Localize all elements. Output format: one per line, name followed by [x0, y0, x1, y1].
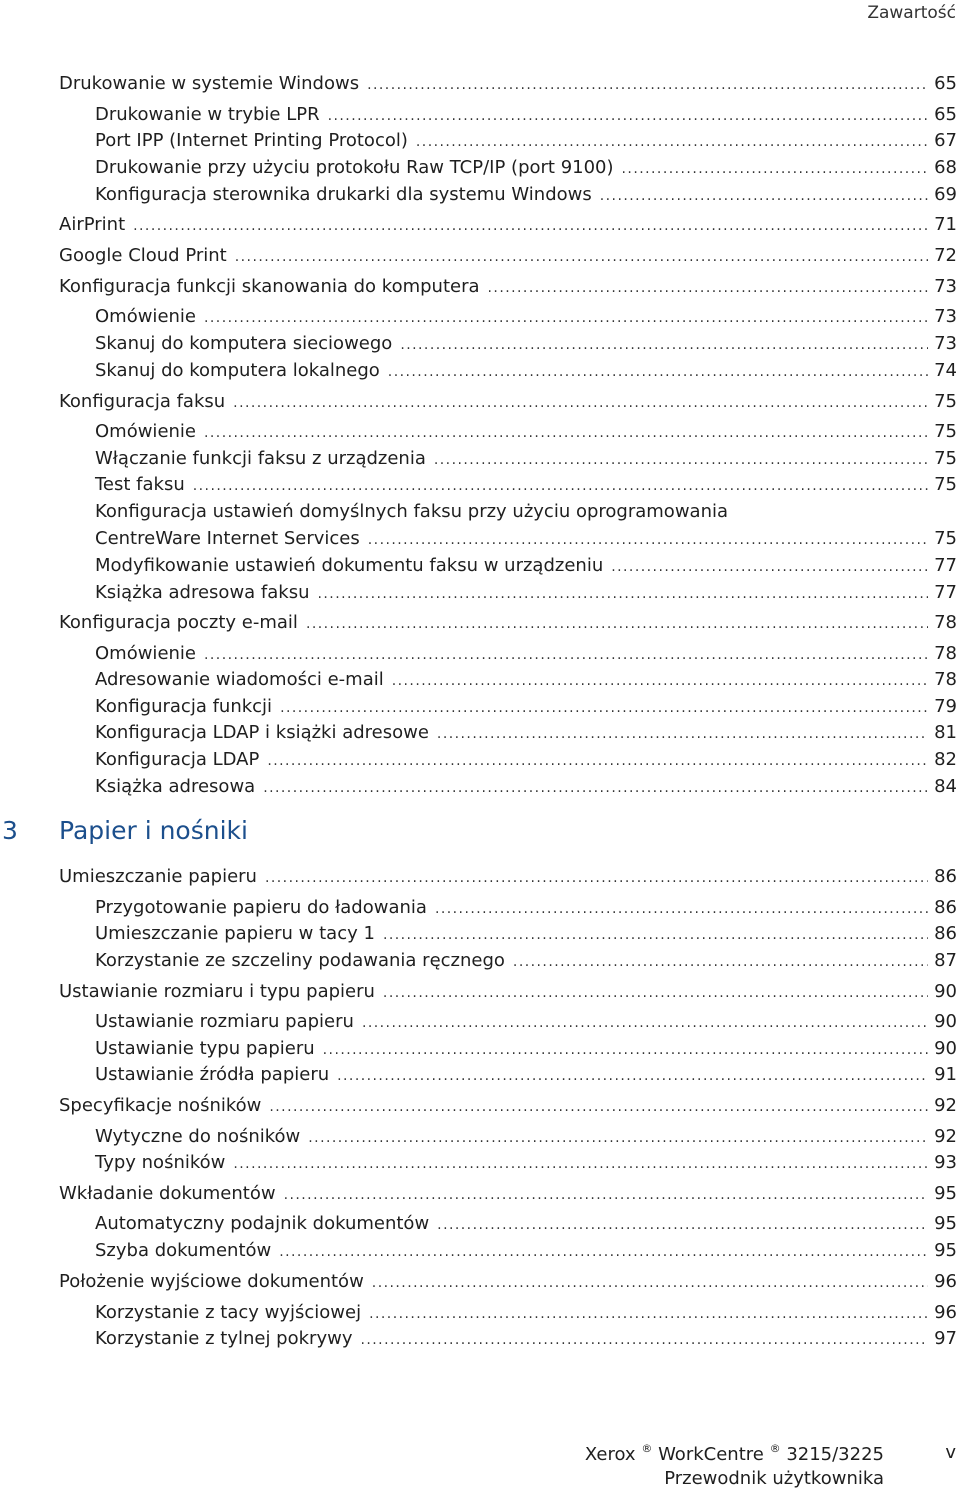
toc-entry-title: Książka adresowa faksu — [95, 582, 310, 603]
toc-entry[interactable] — [0, 390, 957, 414]
toc-entry-page: 73 — [934, 333, 957, 354]
footer-brand: Xerox — [584, 1444, 636, 1465]
toc-entry[interactable] — [0, 865, 957, 889]
toc-entry-page: 93 — [934, 1152, 957, 1173]
dot-leader — [362, 1011, 928, 1035]
toc-entry-title: Skanuj do komputera lokalnego — [95, 360, 380, 381]
toc-entry-title: Ustawianie rozmiaru papieru — [95, 1011, 354, 1032]
toc-entry-page: 73 — [934, 306, 957, 327]
dot-leader — [400, 333, 928, 357]
toc-entry-page: 86 — [934, 866, 957, 887]
toc-entry-page: 78 — [934, 669, 957, 690]
toc-entry[interactable] — [0, 1301, 957, 1325]
footer-page-number: v — [945, 1442, 956, 1463]
toc-entry-title: Umieszczanie papieru w tacy 1 — [95, 923, 375, 944]
toc-entry[interactable] — [0, 642, 957, 666]
toc-entry[interactable] — [0, 1239, 957, 1263]
toc-entry[interactable] — [0, 668, 957, 692]
toc-entry[interactable] — [0, 213, 957, 237]
toc-entry-title: Położenie wyjściowe dokumentów — [59, 1271, 364, 1292]
toc-entry[interactable] — [0, 244, 957, 268]
toc-entry[interactable] — [0, 359, 957, 383]
toc-entry[interactable] — [0, 980, 957, 1004]
toc-entry-title: Omówienie — [95, 306, 196, 327]
dot-leader — [328, 104, 929, 128]
dot-leader — [369, 1302, 928, 1326]
toc-entry[interactable] — [0, 554, 957, 578]
toc-entry[interactable] — [0, 1327, 957, 1351]
toc-entry-page: 96 — [934, 1302, 957, 1323]
toc-entry-page: 75 — [934, 528, 957, 549]
toc-entry[interactable] — [0, 1270, 957, 1294]
toc-entry-title: Google Cloud Print — [59, 245, 227, 266]
toc-entry[interactable] — [0, 305, 957, 329]
dot-leader — [367, 73, 928, 97]
dot-leader — [204, 421, 928, 445]
footer-model: 3215/3225 — [786, 1444, 884, 1465]
dot-leader — [267, 749, 928, 773]
dot-leader — [622, 157, 929, 181]
toc-entry-page: 75 — [934, 421, 957, 442]
dot-leader — [133, 214, 928, 238]
toc-entry-title: Konfiguracja funkcji skanowania do komputera — [59, 276, 480, 297]
toc-entry-page: 95 — [934, 1183, 957, 1204]
toc-entry-title: Typy nośników — [95, 1152, 226, 1173]
toc-entry-title: Omówienie — [95, 421, 196, 442]
toc-entry[interactable] — [0, 1182, 957, 1206]
toc-entry-title: Konfiguracja LDAP i książki adresowe — [95, 722, 429, 743]
toc-entry[interactable] — [0, 156, 957, 180]
toc-entry-page: 95 — [934, 1213, 957, 1234]
chapter-heading[interactable] — [0, 814, 248, 848]
toc-entry-title: Ustawianie źródła papieru — [95, 1064, 330, 1085]
dot-leader — [368, 528, 928, 552]
toc-entry-title: Korzystanie z tylnej pokrywy — [95, 1328, 353, 1349]
toc-entry-page: 78 — [934, 643, 957, 664]
dot-leader — [416, 130, 928, 154]
toc-entry-title: Przygotowanie papieru do ładowania — [95, 897, 427, 918]
toc-entry-page: 90 — [934, 1038, 957, 1059]
dot-leader — [383, 923, 928, 947]
dot-leader — [513, 950, 928, 974]
toc-entry-title: Modyfikowanie ustawień dokumentu faksu w urządzeniu — [95, 555, 604, 576]
toc-entry-title: Włączanie funkcji faksu z urządzenia — [95, 448, 426, 469]
toc-entry-title: Skanuj do komputera sieciowego — [95, 333, 393, 354]
dot-leader — [233, 1152, 928, 1176]
toc-entry-page: 69 — [934, 184, 957, 205]
dot-leader — [265, 866, 928, 890]
toc-entry-wrapped-title[interactable]: Konfiguracja ustawień domyślnych faksu przy użyciu oprogramowania — [95, 501, 729, 522]
toc-entry-page: 97 — [934, 1328, 957, 1349]
toc-entry[interactable] — [0, 1125, 957, 1149]
dot-leader — [437, 722, 928, 746]
toc-entry-page: 77 — [934, 555, 957, 576]
toc-entry[interactable] — [0, 949, 957, 973]
toc-entry[interactable] — [0, 72, 957, 96]
toc-entry-title: Umieszczanie papieru — [59, 866, 257, 887]
toc-entry-title: Drukowanie przy użyciu protokołu Raw TCP/IP (port 9100) — [95, 157, 614, 178]
toc-entry[interactable] — [0, 1094, 957, 1118]
dot-leader — [193, 474, 928, 498]
toc-entry-page: 65 — [934, 104, 957, 125]
toc-entry[interactable] — [0, 1010, 957, 1034]
toc-entry-title: Konfiguracja funkcji — [95, 696, 273, 717]
footer-product: WorkCentre — [658, 1444, 764, 1465]
toc-entry-title: Drukowanie w trybie LPR — [95, 104, 320, 125]
toc-entry-title: Wytyczne do nośników — [95, 1126, 301, 1147]
toc-entry-page: 79 — [934, 696, 957, 717]
toc-entry-title: Ustawianie typu papieru — [95, 1038, 315, 1059]
toc-entry-page: 82 — [934, 749, 957, 770]
toc-entry-page: 72 — [934, 245, 957, 266]
toc-entry-page: 81 — [934, 722, 957, 743]
dot-leader — [308, 1126, 928, 1150]
toc-entry-page: 77 — [934, 582, 957, 603]
toc-entry-title: CentreWare Internet Services — [95, 528, 360, 549]
toc-entry[interactable] — [0, 896, 957, 920]
toc-entry-page: 86 — [934, 923, 957, 944]
dot-leader — [323, 1038, 928, 1062]
toc-entry-title: Wkładanie dokumentów — [59, 1183, 276, 1204]
dot-leader — [372, 1271, 928, 1295]
toc-entry[interactable] — [0, 1063, 957, 1087]
toc-entry-title: Automatyczny podajnik dokumentów — [95, 1213, 430, 1234]
dot-leader — [279, 1240, 928, 1264]
header-section-title: Zawartość — [867, 3, 956, 23]
dot-leader — [284, 1183, 929, 1207]
toc-entry-title: Szyba dokumentów — [95, 1240, 272, 1261]
dot-leader — [233, 391, 928, 415]
dot-leader — [280, 696, 928, 720]
toc-entry-title: Konfiguracja faksu — [59, 391, 226, 412]
toc-entry-page: 75 — [934, 391, 957, 412]
footer-product-line — [585, 1442, 884, 1465]
toc-entry-title: Konfiguracja LDAP — [95, 749, 260, 770]
dot-leader — [611, 555, 928, 579]
dot-leader — [204, 643, 928, 667]
toc-entry-title: Książka adresowa — [95, 776, 256, 797]
toc-entry-title: Konfiguracja poczty e-mail — [59, 612, 298, 633]
toc-entry-page: 78 — [934, 612, 957, 633]
footer-guide-title: Przewodnik użytkownika — [664, 1468, 884, 1489]
dot-leader — [383, 981, 928, 1005]
toc-entry-page: 92 — [934, 1126, 957, 1147]
toc-entry[interactable] — [0, 1212, 957, 1236]
toc-entry-page: 92 — [934, 1095, 957, 1116]
dot-leader — [318, 582, 929, 606]
toc-entry[interactable] — [0, 721, 957, 745]
toc-entry[interactable] — [0, 275, 957, 299]
toc-entry[interactable] — [0, 183, 957, 207]
toc-entry-page: 68 — [934, 157, 957, 178]
toc-entry-page: 87 — [934, 950, 957, 971]
toc-entry-page: 71 — [934, 214, 957, 235]
dot-leader — [337, 1064, 928, 1088]
toc-entry[interactable] — [0, 1151, 957, 1175]
toc-entry-title: Omówienie — [95, 643, 196, 664]
chapter-number: 3 — [2, 816, 18, 845]
chapter-title: Papier i nośniki — [59, 816, 248, 845]
toc-entry-title: Adresowanie wiadomości e-mail — [95, 669, 384, 690]
page-footer — [560, 1440, 960, 1494]
dot-leader — [435, 897, 928, 921]
toc-entry[interactable] — [0, 447, 957, 471]
toc-entry-title: Drukowanie w systemie Windows — [59, 73, 360, 94]
dot-leader — [235, 245, 928, 269]
dot-leader — [392, 669, 928, 693]
toc-entry[interactable] — [0, 775, 957, 799]
toc-entry-title: Test faksu — [95, 474, 185, 495]
toc-entry-page: 74 — [934, 360, 957, 381]
toc-entry[interactable] — [0, 129, 957, 153]
dot-leader — [437, 1213, 928, 1237]
toc-entry[interactable] — [0, 922, 957, 946]
toc-entry[interactable] — [0, 611, 957, 635]
dot-leader — [360, 1328, 928, 1352]
toc-entry[interactable] — [0, 473, 957, 497]
toc-entry-page: 95 — [934, 1240, 957, 1261]
dot-leader — [263, 776, 928, 800]
toc-entry[interactable] — [0, 1037, 957, 1061]
toc-entry[interactable] — [0, 103, 957, 127]
toc-entry[interactable] — [0, 581, 957, 605]
toc-entry[interactable] — [0, 748, 957, 772]
toc-entry[interactable] — [0, 332, 957, 356]
toc-entry[interactable] — [0, 420, 957, 444]
toc-entry-page: 84 — [934, 776, 957, 797]
toc-entry-page: 67 — [934, 130, 957, 151]
toc-entry[interactable] — [0, 695, 957, 719]
toc-entry-title: Konfiguracja sterownika drukarki dla systemu Windows — [95, 184, 592, 205]
dot-leader — [434, 448, 928, 472]
toc-entry-title: Specyfikacje nośników — [59, 1095, 262, 1116]
footer-reg-mark-2: ® — [769, 1442, 781, 1455]
dot-leader — [600, 184, 928, 208]
toc-entry[interactable] — [0, 527, 957, 551]
dot-leader — [269, 1095, 928, 1119]
toc-entry-page: 90 — [934, 981, 957, 1002]
dot-leader — [204, 306, 928, 330]
toc-entry-page: 96 — [934, 1271, 957, 1292]
dot-leader — [306, 612, 928, 636]
toc-entry-page: 91 — [934, 1064, 957, 1085]
toc-entry-page: 65 — [934, 73, 957, 94]
dot-leader — [488, 276, 929, 300]
toc-entry-page: 73 — [934, 276, 957, 297]
toc-entry-title: Port IPP (Internet Printing Protocol) — [95, 130, 408, 151]
dot-leader — [388, 360, 928, 384]
toc-entry-page: 86 — [934, 897, 957, 918]
toc-entry-page: 75 — [934, 474, 957, 495]
toc-entry-title: AirPrint — [59, 214, 126, 235]
toc-entry-title: Korzystanie z tacy wyjściowej — [95, 1302, 362, 1323]
toc-entry-title: Ustawianie rozmiaru i typu papieru — [59, 981, 375, 1002]
footer-reg-mark: ® — [641, 1442, 653, 1455]
toc-entry-title: Korzystanie ze szczeliny podawania ręcznego — [95, 950, 505, 971]
toc-entry-page: 75 — [934, 448, 957, 469]
toc-entry-page: 90 — [934, 1011, 957, 1032]
